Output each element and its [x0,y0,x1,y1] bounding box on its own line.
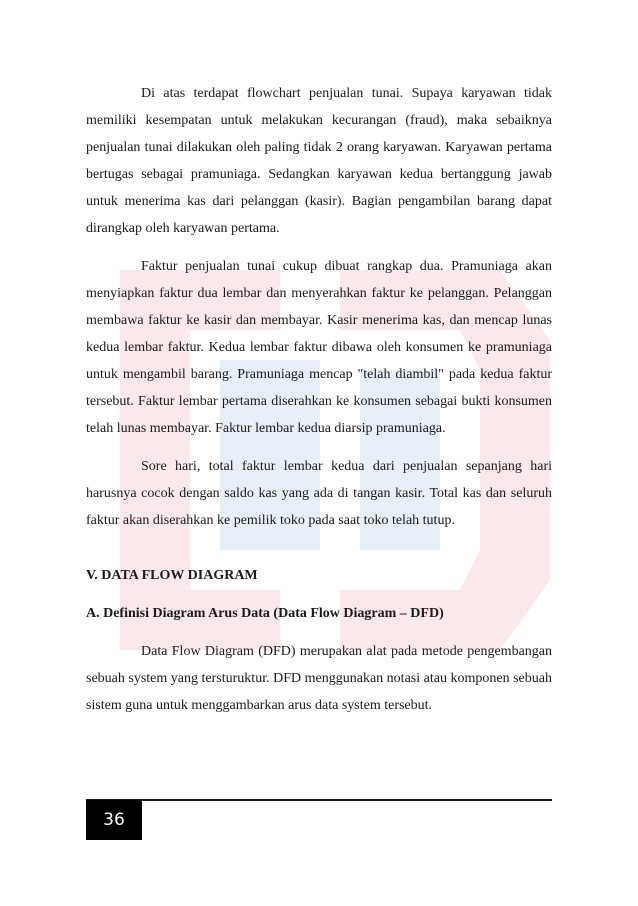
page-content [86,80,552,730]
subsection-heading: A. Definisi Diagram Arus Data (Data Flow Diagram – DFD) [86,606,444,621]
paragraph-flowchart: Di atas terdapat flowchart penjualan tunai. Supaya karyawan tidak memiliki kesempatan untuk melakukan kecurangan (fraud), maka sebaiknya penjualan tunai dilakukan oleh paling tidak 2 orang karyawan. Karyawan pertama bertugas sebagai pramuniaga. Sedangkan karyawan kedua bertanggung jawab untuk menerima kas dari pelanggan (kasir). Bagian pengambilan barang dapat dirangkap oleh karyawan pertama. [86,86,552,236]
section-heading: V. DATA FLOW DIAGRAM [86,568,258,583]
paragraph-sore-hari: Sore hari, total faktur lembar kedua dari penjualan sepanjang hari harusnya cocok dengan saldo kas yang ada di tangan kasir. Total kas dan seluruh faktur akan diserahkan ke pemilik toko pada saat toko telah tutup. [86,459,552,528]
paragraph-faktur: Faktur penjualan tunai cukup dibuat rangkap dua. Pramuniaga akan menyiapkan faktur dua lembar dan menyerahkan faktur ke pelanggan. Pelanggan membawa faktur ke kasir dan membayar. Kasir menerima kas, dan mencap lunas kedua lembar faktur. Kedua lembar faktur dibawa oleh konsumen ke pramuniaga untuk mengambil barang. Pramuniaga mencap "telah diambil" pada kedua faktur tersebut. Faktur lembar pertama diserahkan ke konsumen sebagai bukti konsumen telah lunas membayar. Faktur lembar kedua diarsip pramuniaga. [86,259,552,436]
paragraph-dfd-definition: Data Flow Diagram (DFD) merupakan alat pada metode pengembangan sebuah system yang tersturuktur. DFD menggunakan notasi atau komponen sebuah sistem guna untuk menggambarkan arus data system tersebut. [86,644,552,713]
page-number: 36 [86,800,142,840]
footer-divider [86,799,552,801]
